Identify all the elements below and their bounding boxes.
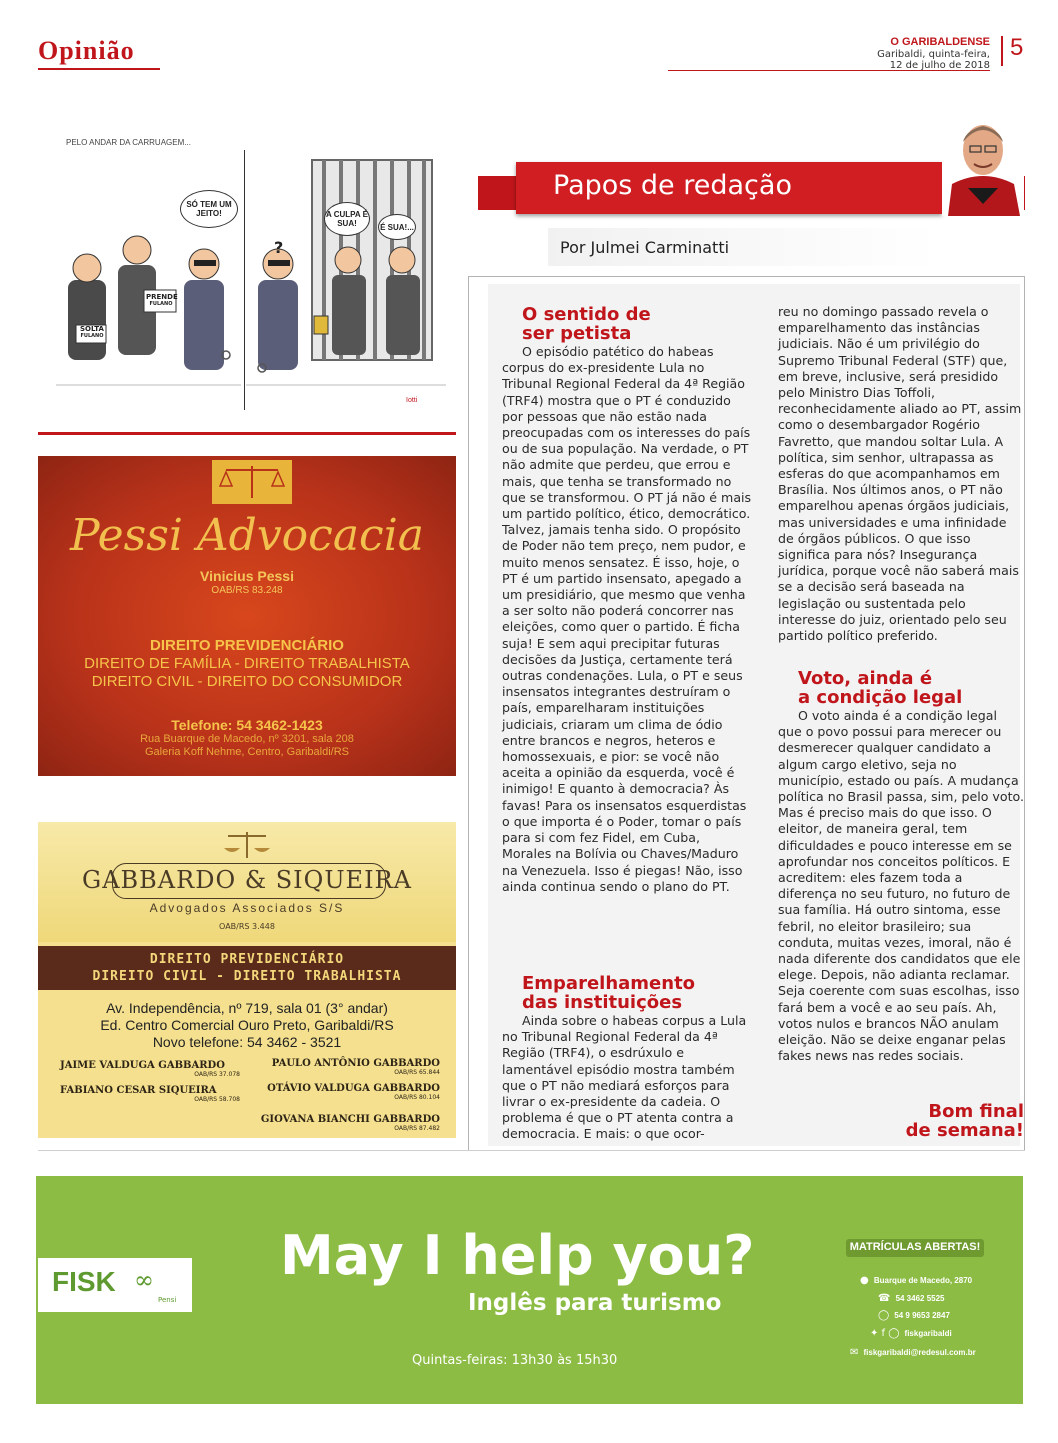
fisk-address-row	[860, 1268, 972, 1287]
sign-prende-text: PRENDE	[146, 293, 178, 301]
sign-solta-sub: FULANO	[80, 333, 104, 339]
lawyer-0-name: JAIME VALDUGA GABBARDO	[60, 1060, 225, 1071]
lawyer-0-oab: OAB/RS 37.078	[194, 1071, 240, 1078]
fisk-whatsapp-row	[878, 1303, 950, 1322]
column-rule-bottom	[38, 1150, 1025, 1151]
speech-bubble-culpa: A CULPA É SUA!	[324, 202, 370, 236]
column-rule-left	[468, 276, 469, 1150]
article-body-2: Ainda sobre o habeas corpus a Lula no Tribunal Regional Federal da 4ª Região (TRF4), o esdrúxulo e lamentável episódio mostra também que o PT não mediará esforços para livrar o ex-presidente da cadeia. O problema é que o PT atenta contra a democracia. E mais: o que ocor-	[502, 1013, 747, 1142]
fisk-brand-sub: Pensi	[158, 1296, 177, 1304]
author-photo	[942, 108, 1024, 216]
page-number-divider	[1001, 36, 1003, 66]
ad-gabbardo-band1: DIREITO PREVIDENCIÁRIO	[149, 952, 345, 967]
closing-line	[860, 1102, 1024, 1140]
lawyer-0	[60, 1060, 240, 1078]
date-line-1: Garibaldi, quinta-feira,	[877, 49, 990, 60]
subhead-voto-a: Voto, ainda é	[798, 668, 933, 689]
header-rule-left	[38, 68, 160, 70]
date-line-2: 12 de julho de 2018	[889, 60, 990, 71]
lawyer-1-oab: OAB/RS 65.844	[394, 1069, 440, 1076]
subhead-emparelhamento-a: Emparelhamento	[522, 973, 696, 994]
subhead-voto-b: a condição legal	[798, 687, 963, 708]
fisk-social-row	[870, 1321, 952, 1340]
mail-icon: ✉	[850, 1347, 859, 1358]
whatsapp-icon: ◯	[878, 1310, 890, 1321]
lawyer-3-name: OTÁVIO VALDUGA GABBARDO	[267, 1083, 440, 1094]
fisk-headline: May I help you?	[280, 1224, 755, 1287]
lawyer-2	[60, 1085, 240, 1103]
ad-gabbardo-sub: Advogados Associados S/S	[149, 901, 345, 915]
fisk-social: fiskgaribaldi	[904, 1329, 952, 1338]
red-divider	[38, 432, 456, 435]
lawyer-4-name: GIOVANA BIANCHI GABBARDO	[260, 1114, 440, 1125]
page-number: 5	[1010, 34, 1024, 61]
column-rule-top	[468, 276, 1025, 277]
subhead-emparelhamento	[502, 974, 752, 1012]
lawyer-1	[260, 1058, 440, 1076]
sign-prende	[146, 293, 176, 307]
subhead-sentido	[502, 305, 752, 343]
section-title: Opinião	[38, 36, 135, 65]
ad-pessi-addr2: Galeria Koff Nehme, Centro, Garibaldi/RS	[145, 746, 349, 758]
column-title: Papos de redação	[553, 170, 792, 201]
subhead-sentido-b: ser petista	[522, 323, 632, 344]
ad-pessi-line3: DIREITO CIVIL - DIREITO DO CONSUMIDOR	[91, 673, 403, 690]
speech-bubble-jeito: SÓ TEM UM JEITO!	[180, 190, 238, 228]
ad-gabbardo-oab: OAB/RS 3.448	[219, 922, 275, 931]
ad-gabbardo-addr2: Ed. Centro Comercial Ouro Preto, Garibaldi/RS	[100, 1017, 394, 1033]
fisk-subheadline: Inglês para turismo	[468, 1290, 722, 1316]
lawyer-4	[238, 1114, 440, 1132]
article-body-2-cont: reu no domingo passado revela o emparelhamento das instâncias judiciais. Não é um privilégio do Supremo Tribunal Federal (STF) que, em breve, inclusive, será presidido pelo Ministro Dias Toffoli, reconhecidamente aliado ao PT, assim como o desembargador Rogério Favretto, que mandou soltar Lula. A política, sim senhor, ultrapassa as esferas do que acompanhamos em Brasília. Nos últimos anos, o PT não emparelhou apenas órgãos judiciais, mas universidades e uma infinidade de órgãos públicos. O que isso significa para nós? Insegurança jurídica, porque você não saberá mais se a decisão será baseada na legislação ou sustentada pelo interesse do juiz, orientado pelo seu partido político preferido.	[778, 304, 1022, 644]
fisk-address: Buarque de Macedo, 2870	[873, 1276, 973, 1285]
ad-gabbardo-band2: DIREITO CIVIL - DIREITO TRABALHISTA	[92, 969, 402, 984]
ad-gabbardo-addr3: Novo telefone: 54 3462 - 3521	[152, 1034, 342, 1050]
fisk-badge-text: MATRÍCULAS ABERTAS!	[849, 1241, 981, 1253]
phone-icon: ☎	[878, 1293, 891, 1304]
lawyer-2-name: FABIANO CESAR SIQUEIRA	[60, 1085, 217, 1096]
fisk-brand: FISK	[52, 1266, 116, 1297]
newspaper-name: O GARIBALDENSE	[890, 36, 990, 48]
lawyer-3	[260, 1083, 440, 1101]
ad-pessi-phone: Telefone: 54 3462-1423	[171, 717, 323, 733]
subhead-sentido-a: O sentido de	[522, 304, 651, 325]
article-body-3: O voto ainda é a condição legal que o povo possui para merecer ou desmerecer qualquer candidato a algum cargo eletivo, seja no município, estado ou país. A mudança política no Brasil passa, sim, pelo voto. Mas é preciso mais do que isso. O eleitor, de maneira geral, tem dificuldades e pouco interesse em se aprofundar nos conceitos políticos. E acreditem: eles fazem toda a diferença no seu futuro, no futuro de sua família. Há outro sintoma, esse febril, no eleitor brasileiro; sua conduta, muitas vezes, imoral, não é nada diferente dos candidatos que ele elege. Depois, não adianta reclamar. Seja coerente com suas escolhas, isso fará bem a você e ao seu país. Ah, votos nulos e brancos NÃO anulam eleição. Não se deixe enganar pelas fakes news nas redes sociais.	[778, 708, 1024, 1064]
editorial-cartoon	[56, 130, 446, 410]
fisk-email-row	[850, 1340, 976, 1359]
article-body-1: O episódio patético do habeas corpus do ex-presidente Lula no Tribunal Regional Federal da 4ª Região (TRF4) mostra que o PT é conduzido por pessoas que não estão nada preocupadas com os interesses do país ou de sua população. Na verdade, o PT não admite que perdeu, que errou e mais, que tenha se transformado no que se transformou. O PT já não é mais um partido político, ético, democrático. Talvez, jamais tenha sido. O propósito de Poder não tem preço, nem pudor, e muito menos sensatez. É isso, hoje, o PT é um partido insensato, apegado a um presidiário, que mesmo que venha a ser solto não poderá concorrer nas eleições, como quer o partido. É ficha suja! E sem aqui precipitar futuras decisões da Justiça, certamente terá outras condenações. Lula, o PT e seus insensatos integrantes destruíram o país, emparelharam instituições judiciais, criaram um clima de ódio entre brancos e negros, heteros e homossexuais, e pior: se você não aceita a opinião da esquerda, você é inimigo! E quanto à democracia? Às favas! Para os insensatos esquerdistas o que importa é o Poder, tomar o país para si com fez Fidel, em Cuba, Morales na Bolívia ou Chaves/Maduro na Venezuela. Isso é piegas! Não, isso ainda continua sendo o plano do PT.	[502, 344, 752, 894]
lawyer-1-name: PAULO ANTÔNIO GABBARDO	[271, 1058, 440, 1069]
ad-pessi-oab: OAB/RS 83.248	[211, 585, 283, 596]
sign-solta	[78, 325, 106, 339]
map-pin-icon: ●	[860, 1275, 869, 1286]
lawyer-3-oab: OAB/RS 80.104	[394, 1094, 440, 1101]
fisk-mark-icon: ∞	[134, 1266, 154, 1294]
fisk-phone: 54 3462 5525	[895, 1294, 945, 1303]
ad-gabbardo-addr1: Av. Independência, nº 719, sala 01 (3° andar)	[106, 1000, 388, 1016]
social-icons: ✦ f ◯	[870, 1328, 900, 1339]
scales-logo-icon	[222, 830, 272, 860]
subhead-emparelhamento-b: das instituições	[522, 992, 683, 1013]
ad-pessi-line1: DIREITO PREVIDENCIÁRIO	[150, 637, 344, 654]
closing-a: Bom final	[928, 1101, 1024, 1122]
ad-pessi-person: Vinicius Pessi	[200, 568, 294, 584]
speech-bubble-sua: É SUA!...	[378, 214, 416, 240]
closing-b: de semana!	[905, 1120, 1024, 1141]
svg-text:Iotti: Iotti	[406, 397, 418, 404]
fisk-whatsapp: 54 9 9653 2847	[894, 1311, 950, 1320]
column-author: Por Julmei Carminatti	[560, 238, 730, 257]
subhead-voto	[778, 669, 1024, 707]
scales-logo-icon	[212, 460, 292, 504]
sign-prende-sub: FULANO	[149, 301, 173, 307]
ad-pessi-line2: DIREITO DE FAMÍLIA - DIREITO TRABALHISTA	[84, 655, 410, 672]
date-line	[830, 49, 990, 71]
question-mark: ?	[274, 238, 284, 257]
lawyer-4-oab: OAB/RS 87.482	[394, 1125, 440, 1132]
cartoon-panel-divider	[244, 150, 245, 410]
fisk-schedule: Quintas-feiras: 13h30 às 15h30	[412, 1353, 618, 1368]
ad-pessi-name: Pessi Advocacia	[70, 510, 424, 561]
sign-solta-text: SOLTA	[80, 325, 104, 333]
fisk-email: fiskgaribaldi@redesul.com.br	[863, 1348, 976, 1357]
ad-gabbardo-name: GABBARDO & SIQUEIRA	[82, 866, 412, 894]
ad-pessi-addr1: Rua Buarque de Macedo, nº 3201, sala 208	[140, 733, 354, 745]
lawyer-2-oab: OAB/RS 58.708	[194, 1096, 240, 1103]
cartoon-caption: PELO ANDAR DA CARRUAGEM...	[66, 138, 191, 147]
column-rule-right	[1024, 276, 1025, 1150]
